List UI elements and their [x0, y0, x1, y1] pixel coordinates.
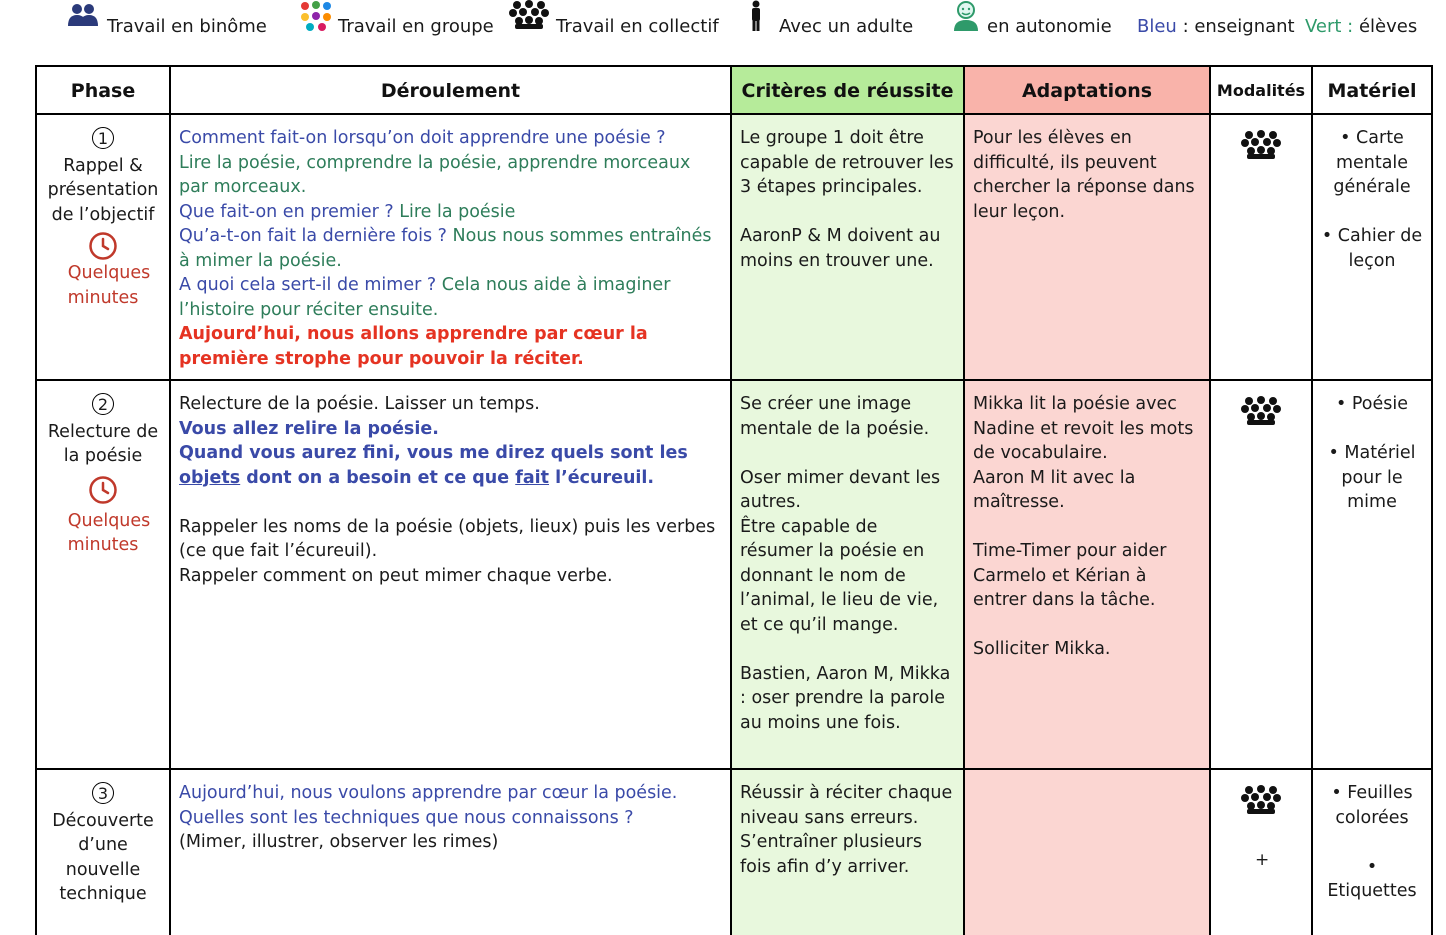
row2-instruction-3: Rappeler comment on peut mimer chaque verbe.	[179, 565, 613, 586]
row1-adaptation-1: Pour les élèves en difficulté, ils peuvent chercher la réponse dans leur leçon.	[973, 128, 1195, 222]
row2-adaptation-4: Solliciter Mikka.	[973, 639, 1111, 659]
row2-critere-2: Oser mimer devant les autres.	[740, 467, 941, 512]
row3-modalite-plus: +	[1255, 850, 1270, 870]
row1-answer-1: Lire la poésie, comprendre la poésie, apprendre morceaux par morceaux.	[179, 152, 691, 197]
row1-qa-4	[179, 273, 722, 322]
row3-phase-line1: Découverte	[52, 810, 154, 831]
pair-icon	[66, 2, 100, 28]
header-phase: Phase	[70, 79, 136, 102]
row1-deroulement	[171, 123, 730, 379]
row1-question-3: Qu’a-t-on fait la dernière fois ?	[179, 226, 453, 246]
row3-crowd-icon	[1240, 784, 1282, 816]
green-key-word: Vert :	[1305, 16, 1354, 37]
clock-icon	[88, 231, 118, 261]
row3-materiel-1: • Feuilles colorées	[1331, 783, 1413, 828]
row2-deroulement	[171, 389, 730, 768]
legend-blue-key	[1137, 16, 1295, 38]
row2-criteres	[732, 389, 963, 768]
row1-phase-line2: présentation	[47, 180, 159, 200]
row3-materiel-3: Etiquettes	[1327, 881, 1417, 901]
row1-answer-4: Cela nous aide à imaginer l’histoire pour réciter ensuite.	[179, 275, 671, 320]
row2-adaptation-3: Time-Timer pour aider Carmelo et Kérian à entrer dans la tâche.	[973, 541, 1167, 610]
clock-icon	[88, 475, 118, 505]
row1-adaptations	[965, 123, 1209, 379]
row2-phase-line2: la poésie	[63, 446, 143, 466]
row1-objective: Aujourd’hui, nous allons apprendre par cœur la première strophe pour pouvoir la réciter.	[179, 324, 648, 369]
row3-phase-line4: technique	[59, 884, 147, 904]
row3-criteres	[732, 778, 963, 935]
legend-pair-label: Travail en binôme	[107, 16, 267, 37]
row3-teacher-1: Aujourd’hui, nous voulons apprendre par cœur la poésie.	[179, 783, 678, 803]
row2-critere-3: Être capable de résumer la poésie en donnant le nom de l’animal, le lieu de vie, et ce qu’il mange.	[740, 516, 939, 635]
row1-phase	[37, 123, 169, 373]
row2-materiel-1: • Poésie	[1335, 394, 1409, 414]
row1-phase-line3: de l’objectif	[51, 204, 155, 225]
row2-time-line2: minutes	[67, 535, 139, 555]
row3-teacher-2: Quelles sont les techniques que nous connaissons ?	[179, 807, 634, 828]
row3-critere-1: Réussir à réciter chaque niveau sans erreurs. S’entraîner plusieurs fois afin d’y arriver.	[740, 783, 953, 877]
row1-qa-3	[179, 224, 722, 273]
row3-phase	[37, 778, 169, 935]
row1-phase-line1: Rappel &	[63, 155, 143, 176]
row1-critere-1: Le groupe 1 doit être capable de retrouver les 3 étapes principales.	[740, 128, 954, 197]
lesson-table	[35, 65, 1433, 935]
row1-question-4: A quoi cela sert-il de mimer ?	[179, 275, 437, 295]
row2-materiel	[1313, 389, 1431, 768]
legend-autonomy-label: en autonomie	[987, 16, 1112, 37]
row3-phase-line2: d’une	[78, 835, 128, 855]
blue-key-value: : enseignant	[1176, 16, 1295, 37]
crowd-icon	[508, 0, 550, 30]
header-materiel: Matériel	[1327, 79, 1417, 102]
legend	[0, 0, 1446, 50]
row1-number: 1	[92, 127, 114, 149]
row1-time-line2: minutes	[67, 287, 139, 308]
row2-time-line1: Quelques	[67, 510, 151, 531]
blue-key-word: Bleu	[1137, 16, 1177, 37]
row2-phase	[37, 389, 169, 759]
colorful-group-icon	[297, 0, 335, 32]
row2-adaptation-1: Mikka lit la poésie avec Nadine et revoit les mots de vocabulaire.	[973, 394, 1194, 463]
row2-number: 2	[92, 393, 114, 415]
row1-materiel-1: • Carte mentale générale	[1333, 128, 1411, 197]
row2-adaptations	[965, 389, 1209, 768]
row3-materiel-2: •	[1366, 856, 1378, 877]
row1-crowd-icon	[1240, 129, 1282, 161]
green-key-value: élèves	[1353, 16, 1418, 37]
legend-green-key	[1305, 16, 1417, 38]
row1-answer-2: Lire la poésie	[399, 201, 516, 222]
legend-collective-label: Travail en collectif	[556, 16, 719, 37]
row2-critere-1: Se créer une image mentale de la poésie.	[740, 394, 930, 439]
row2-crowd-icon	[1240, 395, 1282, 427]
header-adaptations: Adaptations	[1021, 79, 1153, 102]
row2-instruction-2: Rappeler les noms de la poésie (objets, lieux) puis les verbes (ce que fait l’écureuil).	[179, 516, 716, 561]
row1-materiel-2: • Cahier de leçon	[1321, 226, 1423, 271]
row3-number: 3	[92, 782, 114, 804]
row2-teacher-2: Quand vous aurez fini, vous me direz quels sont les objets dont on a besoin et ce que fait l’écureuil.	[179, 443, 688, 488]
row1-time-line1: Quelques	[67, 263, 151, 283]
header-deroulement: Déroulement	[380, 79, 521, 102]
header-modalites: Modalités	[1216, 81, 1306, 100]
row1-materiel	[1313, 123, 1431, 379]
row3-materiel	[1313, 778, 1431, 935]
row2-materiel-2: • Matériel pour le mime	[1328, 443, 1416, 512]
row1-qa-2	[179, 200, 722, 225]
header-criteres: Critères de réussite	[741, 79, 954, 102]
row3-deroulement	[171, 778, 730, 935]
adult-icon	[749, 0, 763, 32]
row2-critere-4: Bastien, Aaron M, Mikka : oser prendre la parole au moins une fois.	[740, 663, 951, 733]
autonomous-student-icon	[952, 0, 980, 32]
row3-instruction-1: (Mimer, illustrer, observer les rimes)	[179, 832, 499, 852]
row2-adaptation-2: Aaron M lit avec la maîtresse.	[973, 467, 1136, 512]
row2-instruction-1: Relecture de la poésie. Laisser un temps.	[179, 394, 540, 414]
legend-adult-label: Avec un adulte	[779, 16, 914, 37]
row2-teacher-1: Vous allez relire la poésie.	[179, 418, 439, 439]
row1-critere-2: AaronP & M doivent au moins en trouver une.	[740, 226, 941, 271]
row1-criteres	[732, 123, 963, 379]
legend-group-label: Travail en groupe	[338, 16, 494, 37]
row1-question-1: Comment fait-on lorsqu’on doit apprendre une poésie ?	[179, 128, 666, 148]
row3-phase-line3: nouvelle	[65, 859, 141, 880]
row1-question-2: Que fait-on en premier ?	[179, 201, 400, 222]
row1-answer-3: Nous nous sommes entraînés à mimer la poésie.	[179, 226, 712, 271]
row2-phase-line1: Relecture de	[47, 421, 159, 442]
